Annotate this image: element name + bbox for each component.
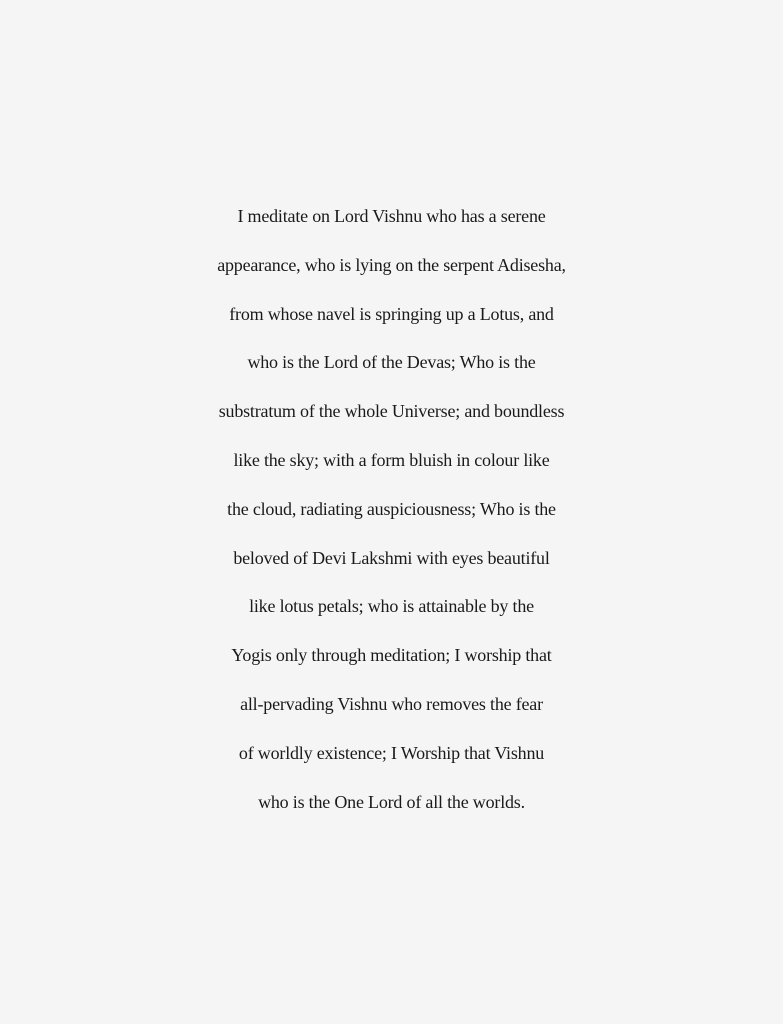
verse-line: beloved of Devi Lakshmi with eyes beautiful [233,547,550,568]
verse-line: I meditate on Lord Vishnu who has a serene [237,206,546,226]
verse-line: from whose navel is springing up a Lotus, and [229,303,554,324]
verse-text-block [0,192,783,826]
verse-line: appearance, who is lying on the serpent Adisesha, [217,254,566,275]
verse-line: who is the Lord of the Devas; Who is the [247,352,536,373]
verse-line: substratum of the whole Universe; and boundless [218,401,565,422]
verse-line: like the sky; with a form bluish in colour like [233,449,550,470]
verse-line: who is the One Lord of all the worlds. [258,791,525,812]
verse-line: the cloud, radiating auspiciousness; Who is the [227,498,556,519]
verse-line: all-pervading Vishnu who removes the fear [240,693,543,714]
verse-line: of worldly existence; I Worship that Vishnu [238,742,545,763]
verse-line: like lotus petals; who is attainable by the [249,596,534,617]
verse-line: Yogis only through meditation; I worship that [231,645,552,666]
